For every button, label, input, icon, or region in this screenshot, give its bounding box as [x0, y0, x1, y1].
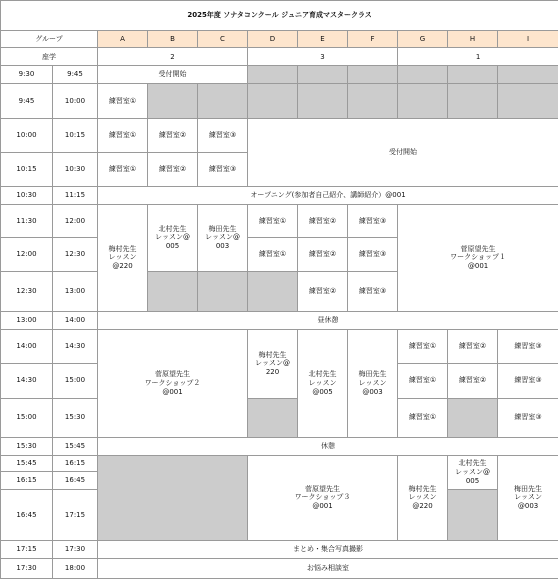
consultation-cell: お悩み相談室 — [98, 558, 558, 578]
lesson-umemura: 梅村先生 レッスン@ 220 — [248, 330, 298, 399]
time-start: 15:30 — [1, 437, 53, 455]
zagaku-group-def: 3 — [248, 48, 398, 66]
time-start: 17:15 — [1, 540, 53, 558]
lesson-umemura: 梅村先生 レッスン @220 — [398, 455, 448, 540]
column-header-e: E — [298, 30, 348, 48]
room-slot: 練習室① — [248, 204, 298, 238]
room-slot: 練習室② — [298, 238, 348, 272]
column-header-d: D — [248, 30, 298, 48]
time-start: 16:45 — [1, 490, 53, 541]
room-slot: 練習室③ — [198, 119, 248, 153]
lesson-umemura: 梅村先生 レッスン @220 — [98, 204, 148, 312]
zagaku-label: 座学 — [1, 48, 98, 66]
column-header-f: F — [348, 30, 398, 48]
lesson-kitamura: 北村先生 レッスン @005 — [298, 330, 348, 438]
room-slot: 練習室② — [298, 272, 348, 312]
room-slot: 練習室① — [98, 119, 148, 153]
room-slot: 練習室③ — [498, 363, 558, 398]
time-start: 15:00 — [1, 398, 53, 437]
room-slot: 練習室① — [398, 330, 448, 364]
lesson-kitamura: 北村先生 レッスン@ 005 — [148, 204, 198, 272]
room-slot: 練習室② — [448, 330, 498, 364]
time-end: 10:00 — [53, 84, 98, 119]
empty-cell — [498, 66, 558, 84]
zagaku-group-ghi: 1 — [398, 48, 558, 66]
time-end: 17:30 — [53, 540, 98, 558]
empty-cell — [448, 66, 498, 84]
workshop-sugawara-2: 菅原望先生 ワークショップ２ @001 — [98, 330, 248, 438]
workshop-sugawara-3: 菅原望先生 ワークショップ３ @001 — [248, 455, 398, 540]
room-slot: 練習室③ — [498, 398, 558, 437]
workshop-sugawara-1: 菅原望先生 ワークショップ１ @001 — [398, 204, 558, 312]
time-start: 9:45 — [1, 84, 53, 119]
empty-cell — [448, 490, 498, 541]
lesson-kitamura: 北村先生 レッスン@ 005 — [448, 455, 498, 490]
lunch-break: 昼休憩 — [98, 312, 558, 330]
time-start: 17:30 — [1, 558, 53, 578]
empty-cell — [498, 84, 558, 119]
page-title: 2025年度 ソナタコンクール ジュニア育成マスタークラス — [1, 1, 558, 31]
time-end: 16:45 — [53, 472, 98, 490]
time-end: 10:15 — [53, 119, 98, 153]
room-slot: 練習室① — [98, 84, 148, 119]
column-header-h: H — [448, 30, 498, 48]
time-end: 18:00 — [53, 558, 98, 578]
lesson-umeda: 梅田先生 レッスン@ 003 — [198, 204, 248, 272]
reception-dghi: 受付開始 — [248, 119, 558, 187]
time-end: 9:45 — [53, 66, 98, 84]
empty-cell — [398, 84, 448, 119]
time-start: 16:15 — [1, 472, 53, 490]
column-header-g: G — [398, 30, 448, 48]
empty-cell — [148, 272, 198, 312]
room-slot: 練習室③ — [198, 152, 248, 186]
time-end: 11:15 — [53, 186, 98, 204]
room-slot: 練習室① — [98, 152, 148, 186]
room-slot: 練習室③ — [348, 272, 398, 312]
wrapup-cell: まとめ・集合写真撮影 — [98, 540, 558, 558]
room-slot: 練習室③ — [348, 204, 398, 238]
time-start: 10:00 — [1, 119, 53, 153]
room-slot: 練習室② — [448, 363, 498, 398]
time-end: 14:30 — [53, 330, 98, 364]
time-end: 12:00 — [53, 204, 98, 238]
empty-cell — [348, 84, 398, 119]
column-header-a: A — [98, 30, 148, 48]
time-end: 10:30 — [53, 152, 98, 186]
time-start: 15:45 — [1, 455, 53, 472]
time-end: 16:15 — [53, 455, 98, 472]
empty-cell — [248, 66, 298, 84]
empty-cell — [348, 66, 398, 84]
room-slot: 練習室② — [148, 119, 198, 153]
empty-cell — [298, 84, 348, 119]
room-slot: 練習室② — [148, 152, 198, 186]
reception-abc: 受付開始 — [98, 66, 248, 84]
lesson-umeda: 梅田先生 レッスン @003 — [348, 330, 398, 438]
empty-cell — [448, 398, 498, 437]
empty-cell — [198, 272, 248, 312]
time-start: 9:30 — [1, 66, 53, 84]
time-end: 12:30 — [53, 238, 98, 272]
empty-cell — [198, 84, 248, 119]
room-slot: 練習室③ — [498, 330, 558, 364]
time-start: 11:30 — [1, 204, 53, 238]
room-slot: 練習室① — [398, 363, 448, 398]
lesson-umeda: 梅田先生 レッスン @003 — [498, 455, 558, 540]
time-start: 10:15 — [1, 152, 53, 186]
empty-cell — [148, 84, 198, 119]
empty-cell — [448, 84, 498, 119]
empty-cell — [248, 272, 298, 312]
time-end: 14:00 — [53, 312, 98, 330]
time-start: 10:30 — [1, 186, 53, 204]
time-start: 12:00 — [1, 238, 53, 272]
empty-cell — [98, 455, 248, 540]
column-header-c: C — [198, 30, 248, 48]
zagaku-group-abc: 2 — [98, 48, 248, 66]
time-end: 17:15 — [53, 490, 98, 541]
time-end: 15:45 — [53, 437, 98, 455]
time-start: 13:00 — [1, 312, 53, 330]
opening-cell: オープニング(参加者自己紹介、講師紹介）@001 — [98, 186, 558, 204]
time-end: 13:00 — [53, 272, 98, 312]
time-start: 14:30 — [1, 363, 53, 398]
room-slot: 練習室③ — [348, 238, 398, 272]
room-slot: 練習室① — [398, 398, 448, 437]
time-start: 12:30 — [1, 272, 53, 312]
group-label: グループ — [1, 30, 98, 48]
room-slot: 練習室① — [248, 238, 298, 272]
break-cell: 休憩 — [98, 437, 558, 455]
column-header-b: B — [148, 30, 198, 48]
empty-cell — [298, 66, 348, 84]
time-start: 14:00 — [1, 330, 53, 364]
room-slot: 練習室② — [298, 204, 348, 238]
empty-cell — [248, 84, 298, 119]
column-header-i: I — [498, 30, 558, 48]
time-end: 15:00 — [53, 363, 98, 398]
empty-cell — [398, 66, 448, 84]
empty-cell — [248, 398, 298, 437]
time-end: 15:30 — [53, 398, 98, 437]
